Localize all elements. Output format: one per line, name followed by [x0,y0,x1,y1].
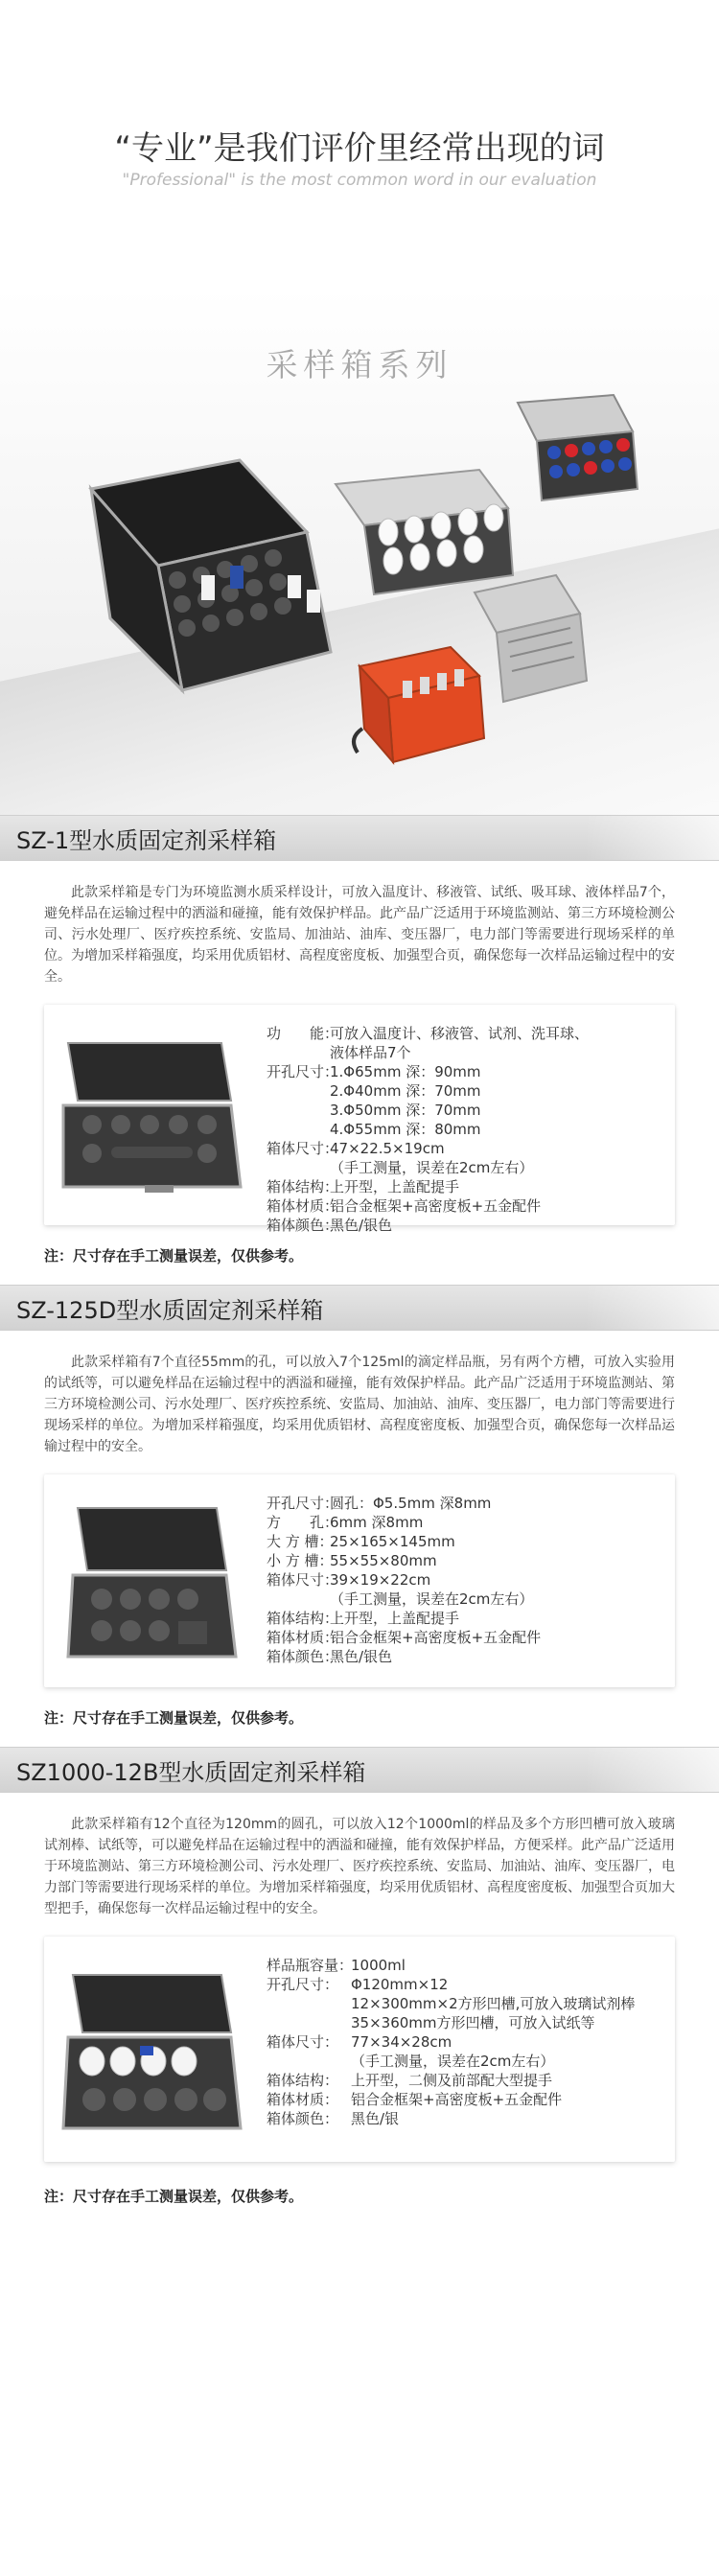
spec-row [267,1139,589,1158]
product-title: SZ-1型水质固定剂采样箱 [16,826,277,854]
product-banner [0,1747,719,1793]
spec-row [267,2052,635,2071]
product-section-sz1000-12b [0,1747,719,2229]
spec-value: 39×19×22cm [330,1571,431,1589]
spec-row [267,1628,541,1647]
hero-title: “专业”是我们评价里经常出现的词 [114,129,605,168]
spec-value: 铝合金框架+高密度板+五金配件 [330,1629,542,1646]
spec-label [267,1101,330,1120]
orange-sample-case-image [354,647,484,762]
spec-row [267,1975,635,1994]
spec-row [267,1062,589,1081]
spec-value: 铝合金框架+高密度板+五金配件 [351,2091,563,2108]
product-description: 此款采样箱有12个直径为120mm的圆孔，可以放入12个1000ml的样品及多个方形凹槽可放入玻璃试剂棒、试纸等，可以避免样品在运输过程中的洒溢和碰撞，能有效保护样品，方便采样。此产品广泛适用于环境监测站、第三方环境检测公司、污水处理厂、医疗疾控系统、安监局、加油站、油库、变压器厂，电力部门等需要进行现场采样的单位。为增加采样箱强度，均采用优质铝材、高程度密度板、加强型合页加大型把手，确保您每一次样品运输过程中的安全。 [44,1817,675,1916]
spec-label: 开孔尺寸： [267,1976,339,1993]
product-description: 此款采样箱有7个直径55mm的孔，可以放入7个125ml的滴定样品瓶，另有两个方槽，可放入实验用的试纸等，可以避免样品在运输过程中的洒溢和碰撞，能有效保护样品。此产品广泛适用于环境监测站、第三方环境检测公司、污水处理厂、医疗疾控系统、安监局、加油站、油库、变压器厂，电力部门等需要进行现场采样的单位。为增加采样箱强度，均采用优质铝材、高程度密度板、加强型合页，确保您每一次样品运输过程中的安全。 [44,1355,675,1454]
product-section-sz-125d [0,1285,719,1747]
spec-value: （手工测量，误差在2cm左右） [330,1590,534,1608]
spec-label [267,1043,330,1062]
spec-row [267,1513,541,1532]
measurement-note: 注：尺寸存在手工测量误差，仅供参考。 [44,2187,304,2205]
spec-label: 开孔尺寸： [267,1495,339,1512]
spec-row [267,1647,541,1666]
spec-label [267,2013,351,2032]
product-title: SZ1000-12B型水质固定剂采样箱 [16,1758,366,1786]
spec-value: 25×165×145mm [330,1533,455,1550]
spec-list [267,1956,635,2128]
large-sample-case-image [91,460,331,690]
spec-row [267,2013,635,2032]
spec-card [44,1937,675,2162]
spec-value: 黑色/银色 [330,1648,393,1665]
spec-row [267,1494,541,1513]
spec-value: 47×22.5×19cm [330,1140,445,1157]
spec-row [267,1532,541,1551]
spec-label: 箱体尺寸： [267,1140,339,1157]
spec-label: 箱体尺寸： [267,2033,339,2051]
product-title: SZ-125D型水质固定剂采样箱 [16,1296,324,1324]
spec-label: 箱体尺寸： [267,1571,339,1589]
spec-row [267,1043,589,1062]
spec-label [267,1120,330,1139]
spec-value: 55×55×80mm [330,1552,437,1569]
product-image-sz-125d [54,1498,250,1671]
spec-value: 1000ml [351,1957,406,1974]
middle-sample-case-image [336,470,513,594]
product-section-sz-1 [0,815,719,1285]
spec-label: 小 方 槽： [267,1552,334,1569]
spec-row [267,1551,541,1570]
spec-row [267,1196,589,1216]
spec-label [267,1994,351,2013]
spec-value: Φ120mm×12 [351,1976,449,1993]
spec-value: 圆孔：Φ5.5mm 深8mm [330,1495,492,1512]
spec-label: 箱体结构： [267,1178,339,1195]
spec-row [267,2090,635,2109]
spec-label [267,2052,351,2071]
spec-label: 箱体结构： [267,1610,339,1627]
spec-value: 4.Φ55mm 深：80mm [330,1121,481,1138]
spec-row [267,1590,541,1609]
series-title: 采样箱系列 [266,346,453,383]
spec-label: 开孔尺寸： [267,1063,339,1080]
spec-label: 箱体颜色： [267,2110,339,2127]
spec-value: 1.Φ65mm 深：90mm [330,1063,481,1080]
spec-row [267,1024,589,1043]
spec-row [267,2032,635,2052]
spec-label [267,1590,330,1609]
spec-value: 77×34×28cm [351,2033,452,2051]
spec-row [267,1081,589,1101]
spec-label: 箱体材质： [267,2091,339,2108]
product-description: 此款采样箱是专门为环境监测水质采样设计，可放入温度计、移液管、试纸、吸耳球、液体样品7个，避免样品在运输过程中的洒溢和碰撞，能有效保护样品。此产品广泛适用于环境监测站、第三方环境检测公司、污水处理厂、医疗疾控系统、安监局、加油站、油库、变压器厂，电力部门等需要进行现场采样的单位。为增加采样箱强度，均采用优质铝材、高程度密度板、加强型合页，确保您每一次样品运输过程中的安全。 [44,885,675,985]
spec-value: 12×300mm×2方形凹槽,可放入玻璃试剂棒 [351,1995,636,2012]
spec-value: 2.Φ40mm 深：70mm [330,1082,481,1100]
spec-value: 黑色/银色 [330,1217,393,1234]
spec-value: 可放入温度计、移液管、试剂、洗耳球、 [330,1025,590,1042]
spec-value: 6mm 深8mm [330,1514,424,1531]
measurement-note: 注：尺寸存在手工测量误差，仅供参考。 [44,1246,304,1265]
spec-label [267,1158,330,1177]
spec-row [267,1120,589,1139]
spec-label: 箱体颜色： [267,1217,339,1234]
spec-list [267,1024,589,1235]
spec-label: 箱体颜色： [267,1648,339,1665]
spec-label [267,1081,330,1101]
spec-label: 样品瓶容量： [267,1957,354,1974]
spec-value: 铝合金框架+高密度板+五金配件 [330,1197,542,1215]
spec-value: 上开型，上盖配提手 [330,1610,460,1627]
series-showcase [0,288,719,815]
spec-row [267,1994,635,2013]
spec-row [267,2071,635,2090]
spec-value: 上开型，上盖配提手 [330,1178,460,1195]
spec-card [44,1005,675,1234]
spec-label: 箱体材质： [267,1197,339,1215]
spec-label: 箱体材质： [267,1629,339,1646]
blue-red-sample-case-image [518,395,638,500]
spec-row [267,1956,635,1975]
spec-value: 液体样品7个 [330,1044,411,1061]
spec-row [267,1101,589,1120]
spec-value: 上开型，二侧及前部配大型提手 [351,2072,553,2089]
product-banner [0,815,719,861]
product-image-sz1000-12b [54,1965,250,2147]
spec-label: 功 能： [267,1025,339,1042]
measurement-note: 注：尺寸存在手工测量误差，仅供参考。 [44,1708,304,1727]
spec-value: 3.Φ50mm 深：70mm [330,1102,481,1119]
spec-row [267,1158,589,1177]
silver-sample-case-image [475,575,587,702]
spec-label: 大 方 槽： [267,1533,334,1550]
spec-value: 35×360mm方形凹槽，可放入试纸等 [351,2014,595,2031]
spec-row [267,1216,589,1235]
spec-value: （手工测量，误差在2cm左右） [330,1159,534,1176]
hero-section [0,0,719,288]
spec-row [267,2109,635,2128]
spec-card [44,1474,675,1687]
spec-value: 黑色/银 [351,2110,400,2127]
hero-subtitle: "Professional" is the most common word in our evaluation [122,171,597,190]
series-product-photo [0,288,719,815]
spec-row [267,1177,589,1196]
spec-label: 方 孔： [267,1514,339,1531]
spec-row [267,1609,541,1628]
spec-value: （手工测量，误差在2cm左右） [351,2053,555,2070]
product-banner [0,1285,719,1331]
spec-row [267,1570,541,1590]
product-image-sz-1 [54,1033,250,1206]
spec-list [267,1494,541,1666]
spec-label: 箱体结构： [267,2072,339,2089]
